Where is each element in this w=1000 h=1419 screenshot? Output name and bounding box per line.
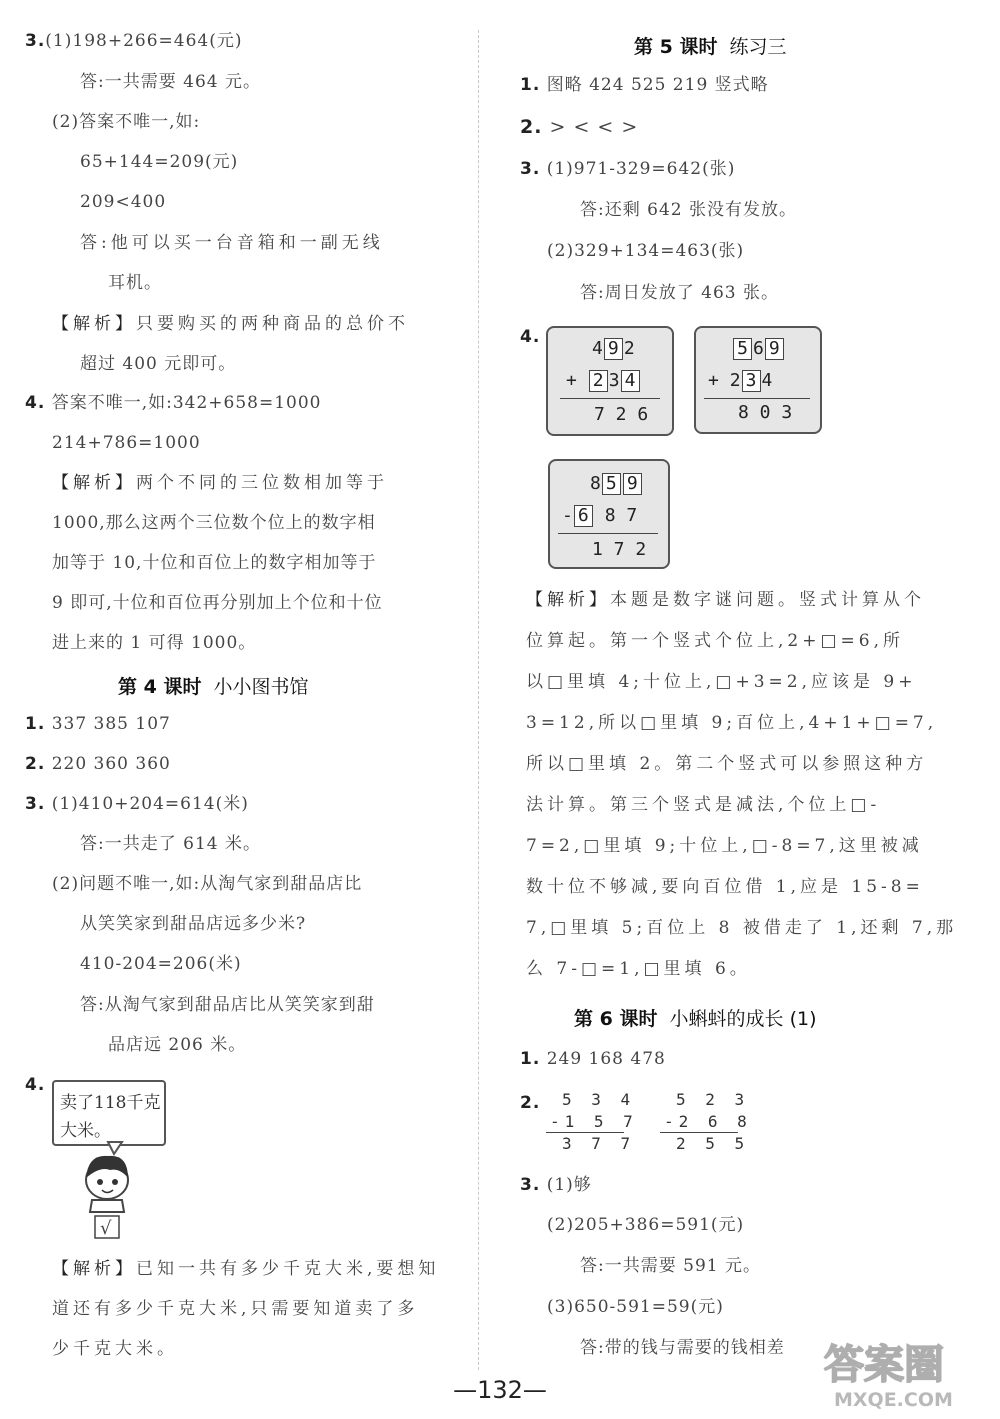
lesson5-q3-line2: (2)329+134=463(张) <box>547 241 745 261</box>
speech-bubble <box>52 1080 166 1146</box>
vertical-calc-1-rule <box>546 1132 624 1133</box>
lesson5-q4-explain8: 数十位不够减,要向百位借 1,应是 15-8= <box>526 877 924 897</box>
lesson5-q4-explain3: 以□里填 4;十位上,□+3=2,应该是 9+ <box>526 672 917 692</box>
left-q3-answer2a: 答:他可以买一台音箱和一副无线 <box>80 233 384 253</box>
watermark-graphic <box>820 1330 995 1415</box>
page-number: —132— <box>453 1376 547 1404</box>
vertical-calc-2-rule <box>660 1132 738 1133</box>
left-q4-explain1: 【解析】两个不同的三位数相加等于 <box>52 473 388 493</box>
lesson5-q3-answer2: 答:周日发放了 463 张。 <box>580 283 779 303</box>
left-q3-explain1: 【解析】只要购买的两种商品的总价不 <box>52 314 409 334</box>
left-q4-line1: 4. 答案不唯一,如:342+658=1000 <box>25 393 322 413</box>
speech-bubble-line1: 卖了118千克 <box>60 1093 161 1113</box>
lesson5-q3-line1: 3. (1)971-329=642(张) <box>520 159 736 179</box>
lesson5-q4-explain10: 么 7-□=1,□里填 6。 <box>526 959 751 979</box>
lesson5-q4-explain5: 所以□里填 2。第二个竖式可以参照这种方 <box>526 754 928 774</box>
vertical-calc-2-top: 5 2 3 <box>676 1090 750 1109</box>
boy-eye-left <box>97 1179 103 1185</box>
lesson6-q3-b-answer: 答:一共需要 591 元。 <box>580 1256 761 1276</box>
watermark-logo <box>820 1330 995 1415</box>
left-q4-explain5: 进上来的 1 可得 1000。 <box>52 633 257 653</box>
lesson4-q3-answer2a: 答:从淘气家到甜品店比从笑笑家到甜 <box>80 995 375 1015</box>
lesson4-heading: 第 4 课时 小小图书馆 <box>118 676 309 698</box>
puzzle3-result: 1 7 2 <box>592 539 647 560</box>
lesson4-q4-explain2: 道还有多少千克大米,只需要知道卖了多 <box>52 1299 419 1319</box>
lesson4-q3-line1: 3. (1)410+204=614(米) <box>25 794 249 814</box>
left-q3-answer1: 答:一共需要 464 元。 <box>80 72 261 92</box>
puzzle3-middle-row: - 6 8 7 <box>562 505 638 526</box>
puzzle2-middle-row: + 2 3 4 <box>708 370 773 391</box>
puzzle1-result: 7 2 6 <box>594 404 649 425</box>
left-q3-sub2: (2)答案不唯一,如: <box>52 112 201 132</box>
left-q3-answer2b: 耳机。 <box>108 273 162 293</box>
lesson4-q3-answer1: 答:一共走了 614 米。 <box>80 834 261 854</box>
left-q4-explain3: 加等于 10,十位和百位上的数字相加等于 <box>52 553 377 573</box>
lesson5-q4-number: 4. <box>520 327 541 347</box>
lesson5-heading: 第 5 课时 练习三 <box>634 36 787 58</box>
vertical-calc-2-middle: -2 6 8 <box>664 1112 752 1131</box>
lesson5-q3-answer1: 答:还剩 642 张没有发放。 <box>580 200 797 220</box>
lesson6-heading: 第 6 课时 小蝌蚪的成长 (1) <box>574 1008 817 1030</box>
digit-puzzle-2 <box>694 326 822 434</box>
lesson5-q4-explain4: 3=12,所以□里填 9;百位上,4+1+□=7, <box>526 713 938 733</box>
puzzle3-top-row: 8 5 9 <box>590 473 643 495</box>
lesson4-q4-number: 4. <box>25 1075 46 1095</box>
left-q3-calc: 65+144=209(元) <box>80 152 239 172</box>
lesson6-q3-b: (2)205+386=591(元) <box>547 1215 745 1235</box>
lesson5-q2: 2. > < < > <box>520 116 639 138</box>
vertical-calc-1-middle: -1 5 7 <box>550 1112 638 1131</box>
lesson6-q3-a: 3. (1)够 <box>520 1175 592 1195</box>
puzzle1-middle-row: + 2 3 4 <box>566 370 641 392</box>
lesson4-q3-answer2b: 品店远 206 米。 <box>108 1035 247 1055</box>
lesson4-q3-line2: (2)问题不唯一,如:从淘气家到甜品店比 <box>52 874 363 894</box>
left-q3-line1: 3.(1)198+266=464(元) <box>25 31 243 51</box>
lesson4-q2: 2. 220 360 360 <box>25 754 171 774</box>
lesson4-q4-explain1: 【解析】已知一共有多少千克大米,要想知 <box>52 1259 440 1279</box>
lesson5-q4-explain6: 法计算。第三个竖式是减法,个位上□- <box>526 795 881 815</box>
digit-puzzle-1 <box>546 326 674 436</box>
lesson4-q1: 1. 337 385 107 <box>25 714 171 734</box>
lesson6-q3-c: (3)650-591=59(元) <box>547 1297 724 1317</box>
speech-bubble-line2: 大米。 <box>60 1121 111 1141</box>
lesson5-q4-explain2: 位算起。第一个竖式个位上,2+□=6,所 <box>526 631 904 651</box>
lesson4-q4-explain3: 少千克大米。 <box>52 1339 178 1359</box>
watermark-sub-text: MXQE.COM <box>834 1389 953 1411</box>
puzzle2-rule <box>704 398 810 399</box>
left-q4-explain4: 9 即可,十位和百位再分别加上个位和十位 <box>52 593 383 613</box>
watermark-main-text: 答案圈 <box>824 1342 944 1388</box>
puzzle3-rule <box>558 533 658 534</box>
left-q4-line2: 214+786=1000 <box>52 433 201 453</box>
lesson4-q3-line3: 从笑笑家到甜品店远多少米? <box>80 914 307 934</box>
checkmark: √ <box>100 1218 113 1239</box>
puzzle2-top-row: 5 6 9 <box>732 338 785 360</box>
vertical-calc-1-result: 3 7 7 <box>562 1134 636 1153</box>
bubble-tail <box>108 1142 122 1154</box>
column-divider <box>478 30 479 1370</box>
boy-eye-right <box>112 1179 118 1185</box>
puzzle1-rule <box>560 398 660 399</box>
lesson6-q1: 1. 249 168 478 <box>520 1049 666 1069</box>
puzzle2-result: 8 0 3 <box>738 402 793 423</box>
left-q4-explain2: 1000,那么这两个三位数个位上的数字相 <box>52 513 376 533</box>
lesson5-q4-explain1: 【解析】本题是数字谜问题。竖式计算从个 <box>526 590 925 610</box>
vertical-calc-1-top: 5 3 4 <box>562 1090 636 1109</box>
lesson5-q1: 1. 图略 424 525 219 竖式略 <box>520 75 769 95</box>
lesson6-q2-number: 2. <box>520 1093 541 1113</box>
lesson5-q4-explain7: 7=2,□里填 9;十位上,□-8=7,这里被减 <box>526 836 923 856</box>
lesson5-q4-explain9: 7,□里填 5;百位上 8 被借走了 1,还剩 7,那 <box>526 918 958 938</box>
puzzle1-top-row: 4 9 2 <box>592 338 635 359</box>
left-q3-compare: 209<400 <box>80 192 167 212</box>
left-q3-explain2: 超过 400 元即可。 <box>80 354 237 374</box>
boy-body <box>90 1200 124 1212</box>
lesson4-q3-calc: 410-204=206(米) <box>80 954 242 974</box>
vertical-calc-2-result: 2 5 5 <box>676 1134 750 1153</box>
lesson6-q3-c-answer: 答:带的钱与需要的钱相差 <box>580 1338 785 1358</box>
digit-puzzle-3 <box>548 459 670 569</box>
